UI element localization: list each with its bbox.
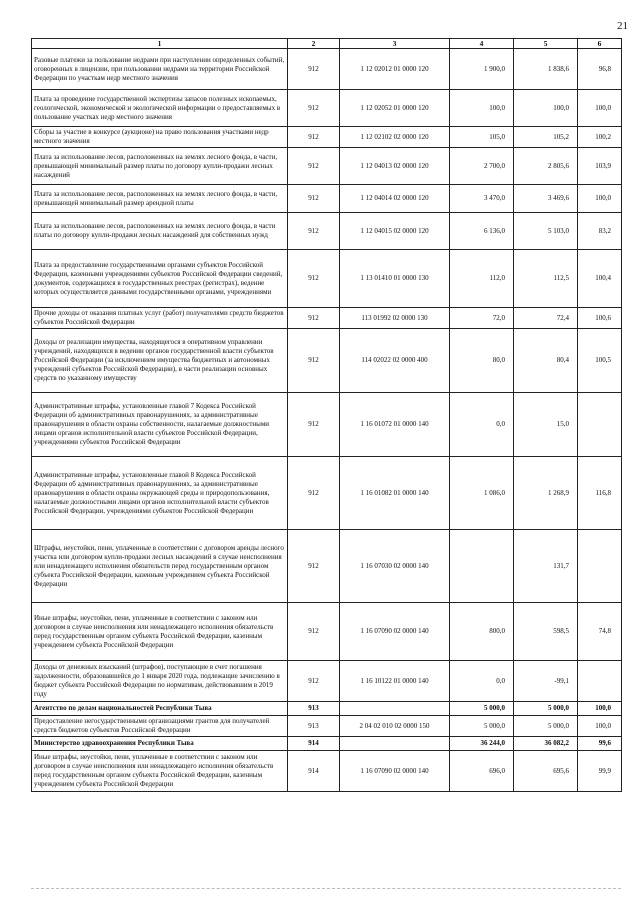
row-plan-value: 112,0 [450, 250, 514, 308]
table-row [32, 308, 622, 329]
row-plan-value: 0,0 [450, 661, 514, 702]
row-admin-code: 912 [288, 457, 340, 530]
table-row [32, 329, 622, 393]
table-row [32, 702, 622, 716]
row-actual-value: 5 000,0 [514, 702, 578, 716]
row-budget-code: 1 13 01410 01 0000 130 [340, 250, 450, 308]
row-percent: 100,2 [578, 127, 622, 148]
row-admin-code: 912 [288, 308, 340, 329]
row-budget-code: 1 12 02052 01 0000 120 [340, 90, 450, 127]
row-description: Штрафы, неустойки, пени, уплаченные в соответствии с договором аренды лесного участка или договором купли-продажи лесных насаждений в случае неисполнения или ненадлежащего исполнения обязательств перед государственным органом субъекта Российской Федерации, казенным учреждением субъекта Российской Федерации [32, 530, 288, 603]
row-plan-value: 72,0 [450, 308, 514, 329]
table-row [32, 250, 622, 308]
row-admin-code: 912 [288, 185, 340, 213]
row-percent: 99,6 [578, 737, 622, 751]
header-row [32, 39, 622, 49]
row-actual-value: 2 805,6 [514, 148, 578, 185]
row-plan-value: 1 086,0 [450, 457, 514, 530]
row-budget-code [340, 702, 450, 716]
table-row [32, 49, 622, 90]
row-budget-code: 1 16 07090 02 0000 140 [340, 751, 450, 792]
row-budget-code: 1 12 04014 02 0000 120 [340, 185, 450, 213]
table-row [32, 716, 622, 737]
row-description: Иные штрафы, неустойки, пени, уплаченные в соответствии с законом или договором в случае неисполнения или ненадлежащего исполнения обязательств перед государственным органом субъекта Российской Федерации, казенным учреждением субъекта Российской Федерации [32, 603, 288, 661]
table-row [32, 751, 622, 792]
row-percent [578, 661, 622, 702]
row-admin-code: 912 [288, 213, 340, 250]
row-admin-code: 912 [288, 148, 340, 185]
row-plan-value: 5 000,0 [450, 702, 514, 716]
row-percent: 100,5 [578, 329, 622, 393]
row-actual-value: 100,0 [514, 90, 578, 127]
row-percent: 103,9 [578, 148, 622, 185]
table-row [32, 457, 622, 530]
row-percent: 96,8 [578, 49, 622, 90]
table-row [32, 148, 622, 185]
col-header-1: 1 [32, 39, 288, 49]
row-plan-value: 800,0 [450, 603, 514, 661]
row-actual-value: 598,5 [514, 603, 578, 661]
row-percent: 100,4 [578, 250, 622, 308]
row-description: Прочие доходы от оказания платных услуг (работ) получателями средств бюджетов субъектов Российской Федерации [32, 308, 288, 329]
row-admin-code: 914 [288, 751, 340, 792]
page-number: 21 [617, 20, 628, 32]
row-description: Административные штрафы, установленные главой 7 Кодекса Российской Федерации об административных правонарушениях, за административные правонарушения в области охраны собственности, налагаемые должностными лицами органов исполнительной власти субъектов Российской Федерации, учреждениями субъектов Российской Федерации [32, 393, 288, 457]
row-actual-value: 112,5 [514, 250, 578, 308]
table-row [32, 393, 622, 457]
col-header-3: 3 [340, 39, 450, 49]
row-actual-value: 72,4 [514, 308, 578, 329]
revenue-table [31, 38, 622, 792]
row-percent: 99,9 [578, 751, 622, 792]
row-admin-code: 912 [288, 49, 340, 90]
row-budget-code: 113 01992 02 0000 130 [340, 308, 450, 329]
table-row [32, 530, 622, 603]
row-actual-value: 15,0 [514, 393, 578, 457]
row-description: Плата за предоставление государственными органами субъектов Российской Федерации, казенными учреждениями субъектов Российской Федерации сведений, документов, содержащихся в государственных реестрах (регистрах), ведение которых осуществляется данными государственными органами, учреждениями [32, 250, 288, 308]
row-budget-code: 1 16 07090 02 0000 140 [340, 603, 450, 661]
row-description: Агентство по делам национальностей Республики Тыва [32, 702, 288, 716]
row-percent [578, 530, 622, 603]
row-percent: 100,0 [578, 90, 622, 127]
table-row [32, 127, 622, 148]
row-description: Плата за использование лесов, расположенных на землях лесного фонда, в части, превышающей минимальный размер арендной платы [32, 185, 288, 213]
row-plan-value: 1 900,0 [450, 49, 514, 90]
row-admin-code: 912 [288, 530, 340, 603]
row-description: Доходы от денежных взысканий (штрафов), поступающие в счет погашения задолженности, образовавшейся до 1 января 2020 года, подлежащие зачислению в бюджет субъекта Российской Федерации по нормативам, действовавшим в 2019 году [32, 661, 288, 702]
row-actual-value: 131,7 [514, 530, 578, 603]
table-row [32, 185, 622, 213]
row-budget-code: 1 12 02012 01 0000 120 [340, 49, 450, 90]
col-header-6: 6 [578, 39, 622, 49]
col-header-5: 5 [514, 39, 578, 49]
row-percent: 100,0 [578, 716, 622, 737]
row-admin-code: 912 [288, 661, 340, 702]
col-header-2: 2 [288, 39, 340, 49]
row-actual-value: 80,4 [514, 329, 578, 393]
table-row [32, 213, 622, 250]
page-bottom-rule [31, 888, 621, 889]
row-description: Плата за использование лесов, расположенных на землях лесного фонда, в части платы по договору купли-продажи лесных насаждений для собственных нужд [32, 213, 288, 250]
row-admin-code: 913 [288, 702, 340, 716]
row-budget-code: 114 02022 02 0000 400 [340, 329, 450, 393]
row-actual-value: 1 268,9 [514, 457, 578, 530]
row-description: Плата за использование лесов, расположенных на землях лесного фонда, в части, превышающей минимальный размер платы по договору купли-продажи лесных насаждений [32, 148, 288, 185]
row-admin-code: 912 [288, 603, 340, 661]
row-description: Предоставление негосударственными организациями грантов для получателей средств бюджетов субъектов Российской Федерации [32, 716, 288, 737]
row-admin-code: 912 [288, 127, 340, 148]
row-admin-code: 912 [288, 329, 340, 393]
row-admin-code: 912 [288, 393, 340, 457]
row-admin-code: 912 [288, 90, 340, 127]
row-description: Министерство здравоохранения Республики Тыва [32, 737, 288, 751]
row-actual-value: 5 103,0 [514, 213, 578, 250]
row-description: Разовые платежи за пользование недрами при наступлении определенных событий, оговоренных в лицензии, при пользовании недрами на территории Российской Федерации по участкам недр местного значения [32, 49, 288, 90]
row-budget-code: 1 12 04015 02 0000 120 [340, 213, 450, 250]
row-percent: 83,2 [578, 213, 622, 250]
row-description: Доходы от реализации имущества, находящегося в оперативном управлении учреждений, находящихся в ведении органов государственной власти субъектов Российской Федерации (за исключением имущества бюджетных и автономных учреждений субъектов Российской Федерации), в части реализации основных средств по указанному имуществу [32, 329, 288, 393]
row-description: Административные штрафы, установленные главой 8 Кодекса Российской Федерации об административных правонарушениях, за административные правонарушения в области охраны окружающей среды и природопользования, налагаемые должностными лицами органов исполнительной власти субъектов Российской Федерации, учреждениями субъектов Российской Федерации [32, 457, 288, 530]
row-actual-value: 695,6 [514, 751, 578, 792]
row-plan-value: 5 000,0 [450, 716, 514, 737]
row-actual-value: 3 469,6 [514, 185, 578, 213]
row-admin-code: 914 [288, 737, 340, 751]
row-budget-code: 1 16 10122 01 0000 140 [340, 661, 450, 702]
row-percent: 100,0 [578, 702, 622, 716]
table-row [32, 737, 622, 751]
row-actual-value: 105,2 [514, 127, 578, 148]
row-admin-code: 913 [288, 716, 340, 737]
table-row [32, 90, 622, 127]
row-percent [578, 393, 622, 457]
row-percent: 74,8 [578, 603, 622, 661]
row-description: Иные штрафы, неустойки, пени, уплаченные в соответствии с законом или договором в случае неисполнения или ненадлежащего исполнения обязательств перед государственным органом субъекта Российской Федерации, казенным учреждением субъекта Российской Федерации [32, 751, 288, 792]
row-plan-value: 0,0 [450, 393, 514, 457]
row-plan-value: 696,0 [450, 751, 514, 792]
row-budget-code: 1 12 02102 02 0000 120 [340, 127, 450, 148]
row-plan-value: 80,0 [450, 329, 514, 393]
row-actual-value: 1 838,6 [514, 49, 578, 90]
col-header-4: 4 [450, 39, 514, 49]
row-budget-code [340, 737, 450, 751]
row-percent: 100,0 [578, 185, 622, 213]
row-plan-value: 2 700,0 [450, 148, 514, 185]
table-row [32, 603, 622, 661]
row-admin-code: 912 [288, 250, 340, 308]
row-budget-code: 1 16 01082 01 0000 140 [340, 457, 450, 530]
table-row [32, 661, 622, 702]
row-percent: 116,8 [578, 457, 622, 530]
row-plan-value: 100,0 [450, 90, 514, 127]
row-description: Плата за проведение государственной экспертизы запасов полезных ископаемых, геологической, экономической и экологической информации о предоставляемых в пользование участках недр местного значения [32, 90, 288, 127]
row-plan-value: 3 470,0 [450, 185, 514, 213]
row-percent: 100,6 [578, 308, 622, 329]
row-budget-code: 2 04 02 010 02 0000 150 [340, 716, 450, 737]
row-actual-value: -99,1 [514, 661, 578, 702]
row-description: Сборы за участие в конкурсе (аукционе) на право пользования участками недр местного значения [32, 127, 288, 148]
row-plan-value [450, 530, 514, 603]
row-budget-code: 1 12 04013 02 0000 120 [340, 148, 450, 185]
row-plan-value: 36 244,0 [450, 737, 514, 751]
row-actual-value: 36 082,2 [514, 737, 578, 751]
row-actual-value: 5 000,0 [514, 716, 578, 737]
row-budget-code: 1 16 07030 02 0000 140 [340, 530, 450, 603]
row-plan-value: 6 136,0 [450, 213, 514, 250]
row-budget-code: 1 16 01072 01 0000 140 [340, 393, 450, 457]
row-plan-value: 105,0 [450, 127, 514, 148]
